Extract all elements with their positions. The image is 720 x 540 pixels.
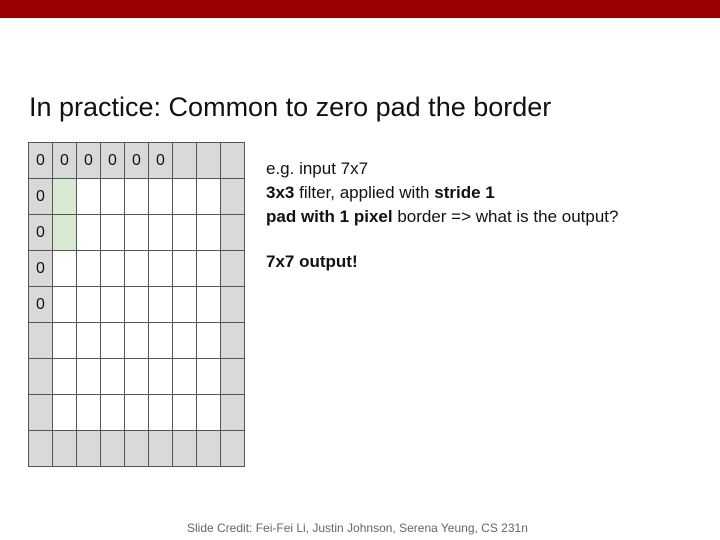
grid-cell: [77, 143, 101, 179]
grid-cell: [125, 143, 149, 179]
stride-text: stride 1: [434, 183, 495, 202]
grid-cell: [29, 215, 53, 251]
grid-cell: [197, 215, 221, 251]
grid-cell: [101, 251, 125, 287]
grid-cell: [77, 179, 101, 215]
grid-cell: [173, 251, 197, 287]
grid-cell: [29, 395, 53, 431]
grid-cell: [221, 215, 245, 251]
grid-cell: [29, 143, 53, 179]
grid-cell: [53, 251, 77, 287]
grid-cell: [221, 323, 245, 359]
grid-cell: [77, 215, 101, 251]
grid-cell: [221, 395, 245, 431]
grid-cell: [221, 251, 245, 287]
zero-pad-label: 0: [36, 151, 45, 169]
grid-cell: [173, 323, 197, 359]
grid-cell: [125, 179, 149, 215]
grid-cell: [149, 251, 173, 287]
grid-cell: [53, 179, 77, 215]
grid-cell: [101, 215, 125, 251]
zero-pad-label: 0: [36, 223, 45, 241]
grid-cell: [197, 251, 221, 287]
input-size-text: e.g. input 7x7: [266, 159, 369, 178]
grid-cell: [77, 431, 101, 467]
grid-cell: [173, 143, 197, 179]
grid-cell: [149, 431, 173, 467]
grid-cell: [101, 287, 125, 323]
grid-cell: [173, 179, 197, 215]
grid-cell: [101, 395, 125, 431]
grid-cell: [77, 287, 101, 323]
grid-cell: [125, 359, 149, 395]
grid-cell: [221, 143, 245, 179]
grid-cell: [29, 359, 53, 395]
grid-cell: [197, 323, 221, 359]
zero-pad-label: 0: [156, 151, 165, 169]
grid-cell: [197, 179, 221, 215]
padded-input-grid: [28, 142, 245, 467]
grid-cell: [221, 179, 245, 215]
grid-cell: [101, 143, 125, 179]
filter-size-text: 3x3: [266, 183, 295, 202]
grid-cell: [101, 323, 125, 359]
grid-cell: [173, 287, 197, 323]
grid-cell: [197, 287, 221, 323]
grid-cell: [53, 287, 77, 323]
grid-cell: [149, 287, 173, 323]
explanation-text: [266, 157, 618, 229]
explanation-line-2: [266, 181, 618, 205]
grid-cell: [173, 395, 197, 431]
grid-cell: [101, 431, 125, 467]
slide-title: In practice: Common to zero pad the border: [29, 92, 552, 122]
grid-cell: [221, 359, 245, 395]
grid-cell: [125, 323, 149, 359]
grid-cell: [29, 431, 53, 467]
grid-cell: [125, 287, 149, 323]
grid-cell: [29, 179, 53, 215]
grid-cell: [149, 323, 173, 359]
zero-pad-label: 0: [36, 187, 45, 205]
padding-text: pad with 1 pixel: [266, 207, 393, 226]
top-bar: [0, 0, 720, 18]
grid-cell: [53, 215, 77, 251]
grid-cell: [53, 431, 77, 467]
grid-cell: [125, 215, 149, 251]
grid-cell: [53, 359, 77, 395]
zero-pad-label: 0: [36, 259, 45, 277]
grid-cell: [29, 287, 53, 323]
zero-pad-label: 0: [84, 151, 93, 169]
grid-cell: [173, 359, 197, 395]
grid-cell: [149, 143, 173, 179]
zero-pad-label: 0: [36, 295, 45, 313]
grid-cell: [149, 359, 173, 395]
question-text: border => what is the output?: [392, 207, 619, 226]
grid-cell: [53, 395, 77, 431]
grid-cell: [221, 287, 245, 323]
grid-cell: [29, 251, 53, 287]
zero-pad-label: 0: [60, 151, 69, 169]
grid-cell: [53, 323, 77, 359]
filter-desc-text: filter, applied with: [294, 183, 435, 202]
grid-cell: [197, 359, 221, 395]
grid-cell: [197, 395, 221, 431]
grid-cell: [101, 179, 125, 215]
output-answer: 7x7 output!: [266, 252, 358, 271]
explanation-line-3: [266, 205, 618, 229]
grid-cell: [149, 395, 173, 431]
grid-cell: [149, 179, 173, 215]
grid-cell: [221, 431, 245, 467]
explanation-line-1: [266, 157, 618, 181]
grid-cell: [125, 431, 149, 467]
grid-cell: [125, 395, 149, 431]
grid-cell: [77, 251, 101, 287]
zero-pad-label: 0: [108, 151, 117, 169]
grid-cell: [77, 395, 101, 431]
zero-pad-label: 0: [132, 151, 141, 169]
grid-cell: [53, 143, 77, 179]
grid-cell: [101, 359, 125, 395]
grid-cell: [149, 215, 173, 251]
grid-cell: [173, 215, 197, 251]
grid-cell: [197, 431, 221, 467]
grid-cell: [77, 323, 101, 359]
slide-credit: Slide Credit: Fei-Fei Li, Justin Johnson, Serena Yeung, CS 231n: [187, 521, 528, 535]
grid-cell: [125, 251, 149, 287]
grid-cell: [77, 359, 101, 395]
grid-cell: [173, 431, 197, 467]
grid-cell: [197, 143, 221, 179]
grid-cell: [29, 323, 53, 359]
